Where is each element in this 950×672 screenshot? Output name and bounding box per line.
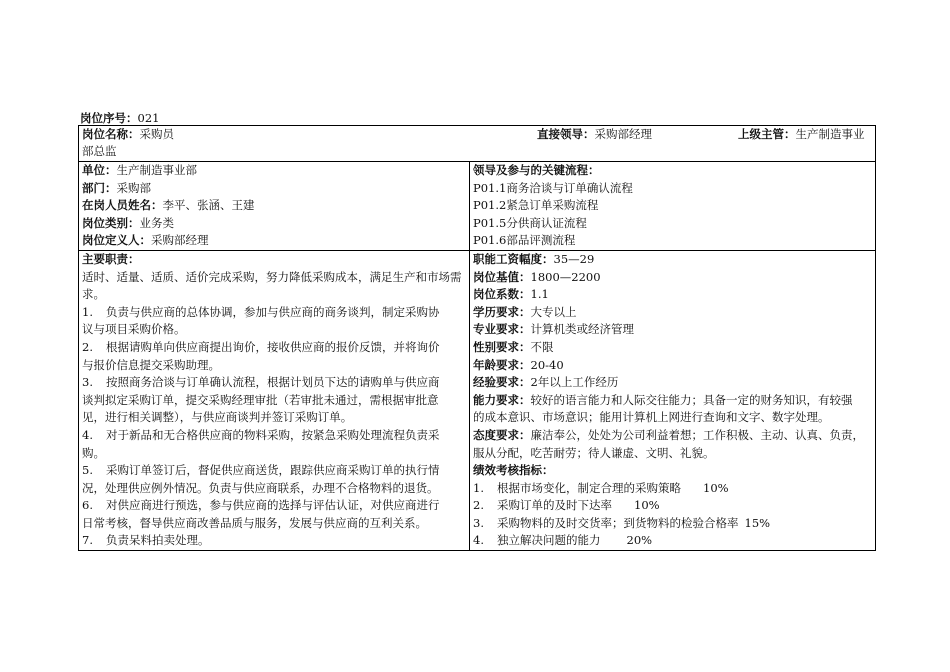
duty-item: 3. 按照商务洽谈与订单确认流程，根据计划员下达的请购单与供应商 <box>82 375 440 390</box>
upper-supervisor: 上级主管：生产制造事业 <box>738 127 865 141</box>
attitude-requirement: 态度要求：廉洁奉公，处处为公司利益着想；工作积极、主动、认真、负责， <box>473 427 864 442</box>
duty-item: 7. 负责呆料拍卖处理。 <box>82 533 210 548</box>
process-item: P01.6部品评测流程 <box>473 233 576 248</box>
dept-line: 部门：采购部 <box>82 180 151 195</box>
category-line: 岗位类别：业务类 <box>82 215 174 230</box>
unit-line: 单位：生产制造事业部 <box>82 163 197 177</box>
duty-item-cont: 见，进行相关调整），与供应商谈判并签订采购订单。 <box>82 410 353 425</box>
ability-requirement-cont: 的成本意识、市场意识；能用计算机上网进行查询和文字、数字处理。 <box>473 410 830 425</box>
duties-title: 主要职责： <box>82 251 140 266</box>
duty-item-cont: 况，处理供应例外情况。负责与供应商联系，办理不合格物料的退货。 <box>82 480 439 495</box>
direct-supervisor: 直接领导：采购部经理 <box>537 127 652 141</box>
attitude-requirement-cont: 服从分配，吃苦耐劳；待人谦虚、文明、礼貌。 <box>473 445 715 460</box>
education-requirement: 学历要求：大专以上 <box>473 304 577 319</box>
job-description-table <box>78 125 876 551</box>
duty-item: 2. 根据请购单向供应商提出询价，接收供应商的报价反馈，并将询价 <box>82 339 440 354</box>
age-requirement: 年龄要求：20-40 <box>473 357 564 372</box>
kpi-item: 2. 采购订单的及时下达率 10% <box>473 498 660 513</box>
position-number-label: 岗位序号： <box>80 111 138 125</box>
duty-item: 5. 采购订单签订后，督促供应商送货，跟踪供应商采购订单的执行情 <box>82 463 440 478</box>
coefficient: 岗位系数：1.1 <box>473 287 549 302</box>
experience-requirement: 经验要求：2年以上工作经历 <box>473 375 619 390</box>
upper-supervisor-continued: 部总监 <box>82 144 117 158</box>
duty-item: 6. 对供应商进行预选，参与供应商的选择与评估认证，对供应商进行 <box>82 498 440 513</box>
definer-line: 岗位定义人：采购部经理 <box>82 233 209 248</box>
major-requirement: 专业要求：计算机类或经济管理 <box>473 322 634 337</box>
position-number-value: 021 <box>137 111 160 125</box>
kpi-item: 4. 独立解决问题的能力 20% <box>473 533 653 548</box>
duties-cell <box>79 250 470 550</box>
duty-item-cont: 谈判拟定采购订单，提交采购经理审批（若审批未通过，需根据审批意 <box>82 392 439 407</box>
duty-item-cont: 日常考核，督导供应商改善品质与服务，发展与供应商的互利关系。 <box>82 515 427 530</box>
duties-intro-line: 求。 <box>82 287 105 302</box>
title-cell <box>79 126 876 162</box>
process-item: P01.1商务洽谈与订单确认流程 <box>473 180 633 195</box>
kpi-item: 1. 根据市场变化，制定合理的采购策略 10% <box>473 480 729 495</box>
duty-item: 1. 负责与供应商的总体协调，参加与供应商的商务谈判，制定采购协 <box>82 304 440 319</box>
duty-item: 4. 对于新品和无合格供应商的物料采购，按紧急采购处理流程负责采 <box>82 427 440 442</box>
gender-requirement: 性别要求：不限 <box>473 339 554 354</box>
duty-item-cont: 与报价信息提交采购助理。 <box>82 357 220 372</box>
process-title: 领导及参与的关键流程： <box>473 163 600 177</box>
process-item: P01.2紧急订单采购流程 <box>473 198 599 213</box>
title-row <box>79 126 876 162</box>
process-item: P01.5分供商认证流程 <box>473 215 587 230</box>
base-value: 岗位基值：1800—2200 <box>473 269 601 284</box>
process-cell <box>470 162 876 251</box>
duty-item-cont: 议与项目采购价格。 <box>82 322 186 337</box>
staff-line: 在岗人员姓名：李平、张涵、王建 <box>82 198 255 213</box>
kpi-title: 绩效考核指标： <box>473 463 554 478</box>
position-name: 岗位名称：采购员 <box>82 127 174 141</box>
kpi-item: 3. 采购物料的及时交货率；到货物料的检验合格率 15% <box>473 515 771 530</box>
position-number <box>80 110 159 126</box>
duty-item-cont: 购。 <box>82 445 105 460</box>
salary-range: 职能工资幅度：35—29 <box>473 251 595 266</box>
duties-row <box>79 250 876 550</box>
requirements-cell <box>470 250 876 550</box>
ability-requirement: 能力要求：较好的语言能力和人际交往能力；具备一定的财务知识，有较强 <box>473 392 853 407</box>
info-row <box>79 162 876 251</box>
duties-intro-line: 适时、适量、适质、适价完成采购，努力降低采购成本，满足生产和市场需 <box>82 269 462 284</box>
unit-info-cell <box>79 162 470 251</box>
